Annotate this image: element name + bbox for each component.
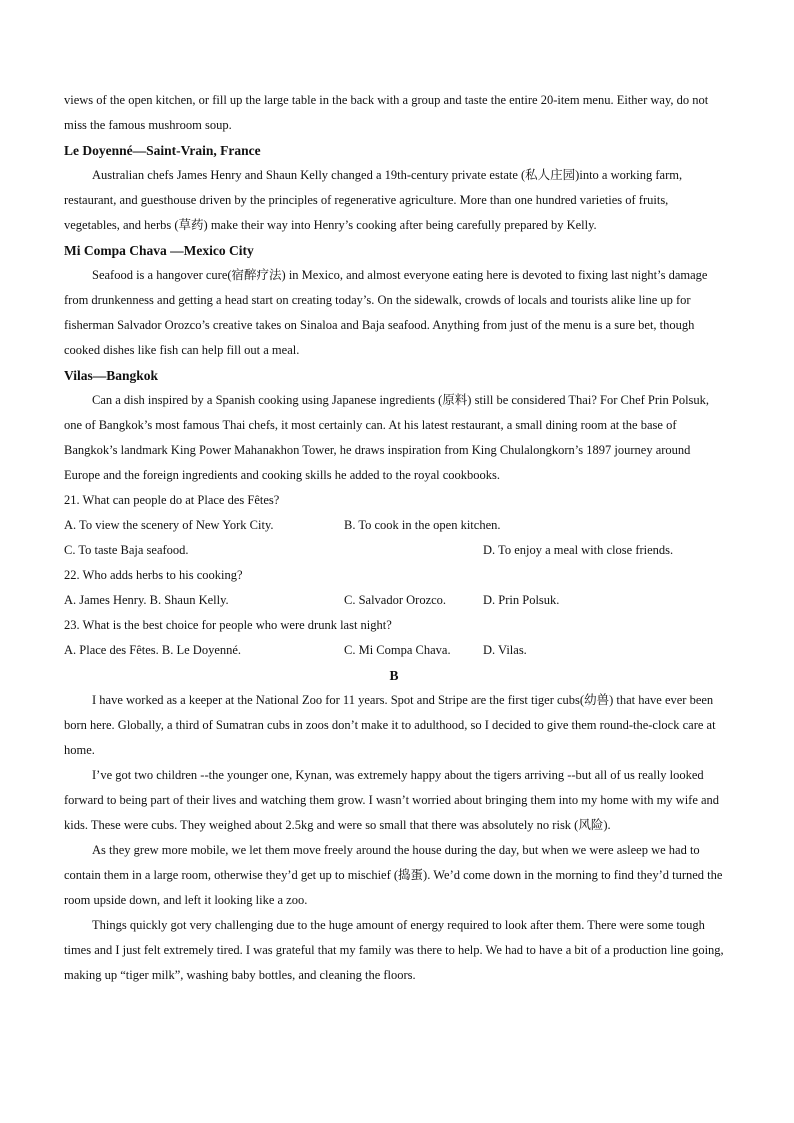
question-21-stem: 21. What can people do at Place des Fêtes?: [64, 493, 280, 507]
question-23-option-d: D. Vilas.: [483, 643, 527, 657]
question-21-option-a: A. To view the scenery of New York City.: [64, 518, 274, 532]
intro-paragraph-tail: views of the open kitchen, or fill up the large table in the back with a group and taste the entire 20-item menu. Either way, do not miss the famous mushroom soup.: [64, 93, 709, 132]
section-body-vilas: Can a dish inspired by a Spanish cooking using Japanese ingredients (原料) still be considered Thai? For Chef Prin Polsuk, one of Bangkok’s most famous Thai chefs, it most certainly can. At his latest restaurant, a small dining room at the base of Bangkok’s landmark King Power Mahanakhon Tower, he draws inspiration from King Chulalongkorn’s 1897 journey around Europe and the foreign ingredients and cooking skills he added to the royal cookbooks.: [64, 393, 710, 482]
question-23-option-ab: A. Place des Fêtes. B. Le Doyenné.: [64, 643, 242, 657]
question-22-option-d: D. Prin Polsuk.: [483, 593, 560, 607]
question-23-option-c: C. Mi Compa Chava.: [344, 643, 451, 657]
question-21-options-row1: [64, 513, 724, 538]
question-21-option-b: B. To cook in the open kitchen.: [344, 518, 501, 532]
part-b-paragraph-1: I have worked as a keeper at the National Zoo for 11 years. Spot and Stripe are the first tiger cubs(幼兽) that have ever been born here. Globally, a third of Sumatran cubs in zoos don’t make it to adulthood, so I decided to give them round-the-clock care at home.: [64, 693, 716, 757]
question-21-options-row2: [64, 538, 724, 563]
part-b-paragraph-3: As they grew more mobile, we let them move freely around the house during the day, but when we were asleep we had to contain them in a large room, otherwise they’d get up to mischief (捣蛋). We’d come down in the morning to find they’d turned the room upside down, and left it looking like a zoo.: [64, 843, 723, 907]
part-b-paragraph-2: I’ve got two children --the younger one, Kynan, was extremely happy about the tigers arriving --but all of us really looked forward to being part of their lives and watching them grow. I wasn’t worried about bringing them into my home with my wife and kids. These were cubs. They weighed about 2.5kg and were so small that there was absolutely no risk (风险).: [64, 768, 720, 832]
part-b-label: B: [389, 668, 399, 683]
document-page: [64, 88, 724, 988]
question-21-option-c: C. To taste Baja seafood.: [64, 543, 189, 557]
question-22-options: [64, 588, 724, 613]
section-heading-mi-compa-chava: Mi Compa Chava —Mexico City: [64, 243, 254, 258]
question-22-stem: 22. Who adds herbs to his cooking?: [64, 568, 243, 582]
section-heading-le-doyenne: Le Doyenné—Saint-Vrain, France: [64, 143, 261, 158]
question-21-option-d: D. To enjoy a meal with close friends.: [483, 543, 674, 557]
section-heading-vilas: Vilas—Bangkok: [64, 368, 159, 383]
question-23-stem: 23. What is the best choice for people who were drunk last night?: [64, 618, 392, 632]
question-23-options: [64, 638, 724, 663]
question-22-option-ab: A. James Henry. B. Shaun Kelly.: [64, 593, 229, 607]
section-body-mi-compa-chava: Seafood is a hangover cure(宿醉疗法) in Mexico, and almost everyone eating here is devoted to fixing last night’s damage from drunkenness and getting a head start on creating today’s. On the sidewalk, crowds of locals and tourists alike line up for fisherman Salvador Orozco’s creative takes on Sinaloa and Baja seafood. Anything from just of the menu is a sure bet, though cooked dishes like fish can help fill out a meal.: [64, 268, 708, 357]
part-b-paragraph-4: Things quickly got very challenging due to the huge amount of energy required to look after them. There were some tough times and I just felt extremely tired. I was grateful that my family was there to help. We had to have a bit of a production line going, making up “tiger milk”, washing baby bottles, and cleaning the floors.: [64, 918, 724, 982]
section-body-le-doyenne: Australian chefs James Henry and Shaun Kelly changed a 19th-century private estate (私人庄园)into a working farm, restaurant, and guesthouse driven by the principles of regenerative agriculture. More than one hundred varieties of fruits, vegetables, and herbs (草药) make their way into Henry’s cooking after being carefully prepared by Kelly.: [64, 168, 683, 232]
question-22-option-c: C. Salvador Orozco.: [344, 593, 447, 607]
